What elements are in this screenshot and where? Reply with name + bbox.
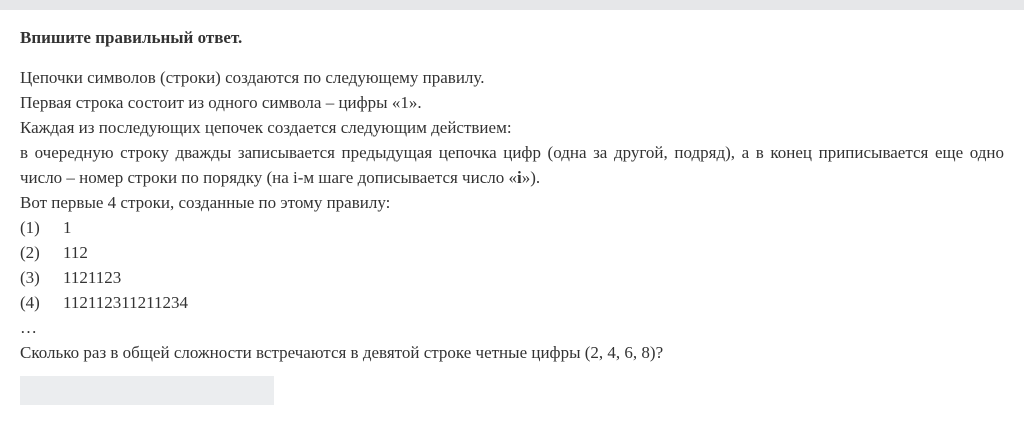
task-content: [20, 27, 1004, 365]
answer-input[interactable]: [20, 376, 274, 405]
task-line-2: Первая строка состоит из одного символа – цифры «1».: [20, 93, 422, 112]
top-bar: [0, 0, 1024, 10]
sequence-index: (4): [20, 293, 40, 312]
sequence-index: (3): [20, 268, 40, 287]
sequence-value: 112112311211234: [63, 293, 188, 312]
sequence-index: (2): [20, 243, 40, 262]
ellipsis: …: [20, 318, 37, 337]
task-line-4-bold: i: [516, 168, 522, 187]
sequence-row-1: [20, 215, 1004, 240]
task-instruction: Впишите правильный ответ.: [20, 28, 243, 47]
task-body: [20, 65, 1004, 365]
sequence-value: 1: [63, 218, 72, 237]
task-line-1: Цепочки символов (строки) создаются по следующему правилу.: [20, 68, 485, 87]
sequence-row-3: [20, 265, 1004, 290]
sequence-row-2: [20, 240, 1004, 265]
sequence-value: 112: [63, 243, 88, 262]
task-line-3: Каждая из последующих цепочек создается следующим действием:: [20, 118, 512, 137]
sequence-value: 1121123: [63, 268, 122, 287]
task-line-4: [20, 140, 1004, 190]
task-question: Сколько раз в общей сложности встречаются в девятой строке четные цифры (2, 4, 6, 8)?: [20, 343, 664, 362]
sequence-index: (1): [20, 218, 40, 237]
task-line-5: Вот первые 4 строки, созданные по этому правилу:: [20, 193, 391, 212]
task-line-4-end: »).: [521, 168, 541, 187]
task-line-4-text: в очередную строку дважды записывается предыдущая цепочка цифр (одна за другой, подряд), а в конец приписывается еще одно число – номер строки по порядку (на i-м шаге дописывается число «: [20, 143, 1004, 187]
sequence-row-4: [20, 290, 1004, 315]
